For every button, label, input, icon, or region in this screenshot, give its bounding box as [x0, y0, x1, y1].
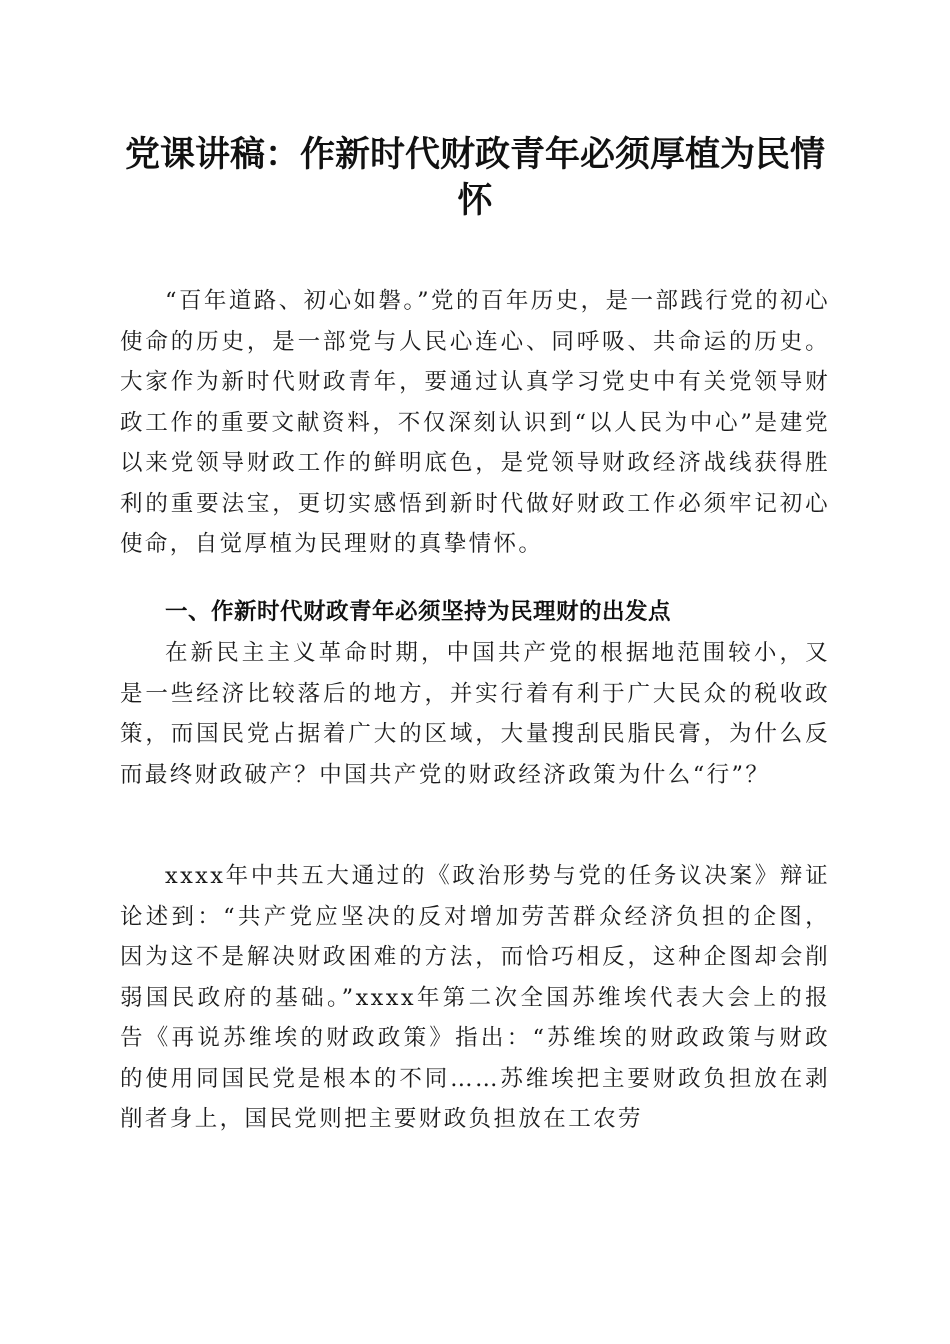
- body-paragraph: 在新民主主义革命时期，中国共产党的根据地范围较小，又是一些经济比较落后的地方，并实行着有利于广大民众的税收政策，而国民党占据着广大的区域，大量搜刮民脂民膏，为什么反而最终财政破产？中国共产党的财政经济政策为什么“行”？: [120, 640, 830, 788]
- section-heading: 一、作新时代财政青年必须坚持为民理财的出发点: [165, 599, 672, 625]
- document-title: 党课讲稿：作新时代财政青年必须厚植为民情怀: [124, 134, 825, 221]
- body-paragraph: xxxx年中共五大通过的《政治形势与党的任务议决案》辩证论述到：“共产党应坚决的反对增加劳苦群众经济负担的企图，因为这不是解决财政困难的方法，而恰巧相反，这种企图却会削弱国民政府的基础。”xxxx年第二次全国苏维埃代表大会上的报告《再说苏维埃的财政政策》指出：“苏维埃的财政政策与财政的使用同国民党是根本的不同……苏维埃把主要财政负担放在剥削者身上，国民党则把主要财政负担放在工农劳: [120, 863, 830, 1132]
- intro-paragraph: “百年道路、初心如磐。”党的百年历史，是一部践行党的初心使命的历史，是一部党与人民心连心、同呼吸、共命运的历史。大家作为新时代财政青年，要通过认真学习党史中有关党领导财政工作的重要文献资料，不仅深刻认识到“以人民为中心”是建党以来党领导财政工作的鲜明底色，是党领导财政经济战线获得胜利的重要法宝，更切实感悟到新时代做好财政工作必须牢记初心使命，自觉厚植为民理财的真挚情怀。: [120, 288, 830, 557]
